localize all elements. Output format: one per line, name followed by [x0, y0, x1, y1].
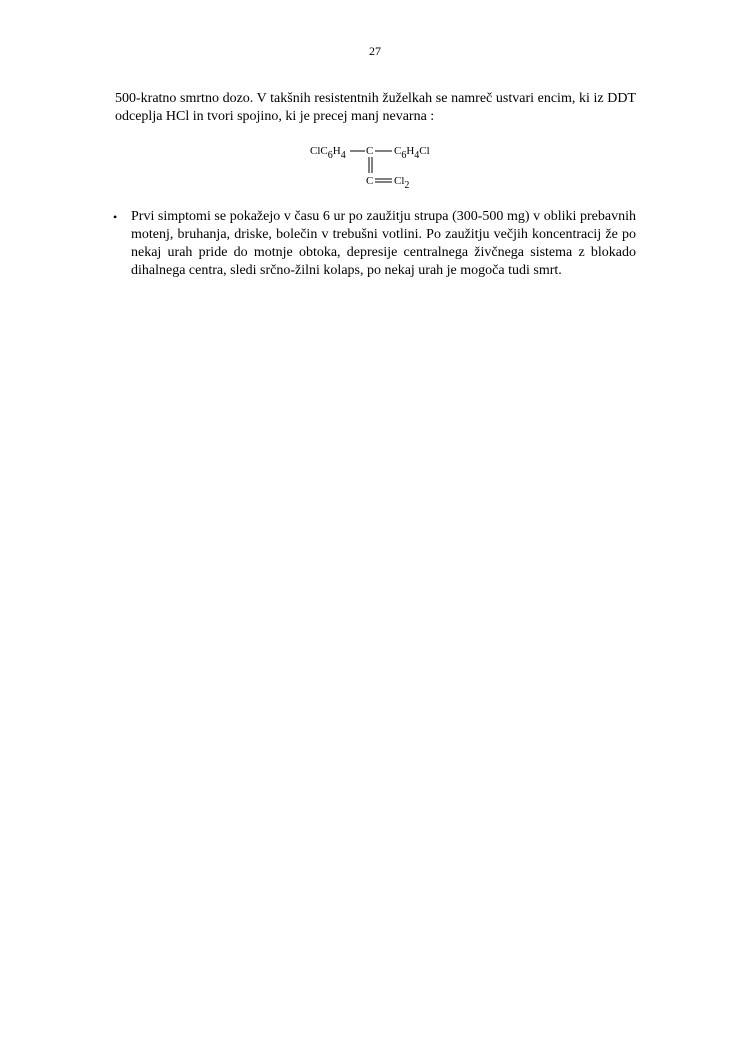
bullet-list — [110, 208, 636, 280]
formula-center-atom: C — [366, 145, 374, 157]
body-paragraph: 500-kratno smrtno dozo. V takšnih resistentnih žuželkah se namreč ustvari encim, ki iz DDT odceplja HCl in tvori spojino, ki je precej manj nevarna : — [115, 91, 636, 124]
formula-left-group: ClC6H4 — [310, 145, 346, 161]
bullet-item — [110, 208, 636, 280]
formula-right-group: C6H4Cl — [394, 145, 430, 161]
chemical-structure-formula — [300, 139, 460, 191]
chemical-structure-svg — [300, 139, 460, 191]
bullet-icon: • — [113, 210, 118, 224]
bullet-text: Prvi simptomi se pokažejo v času 6 ur po zaužitju strupa (300-500 mg) v obliki prebavnih motenj, bruhanja, driske, bolečin v trebušni votlini. Po zaužitju večjih koncentracij že po nekaj urah pride do motnje obtoka, depresije centralnega živčnega sistema z blokado dihalnega centra, sledi srčno-žilni kolaps, po nekaj urah je mogoča tudi smrt. — [131, 209, 636, 278]
formula-lower-group: Cl2 — [394, 175, 410, 191]
formula-lower-atom: C — [366, 175, 374, 187]
page-number: 27 — [369, 44, 381, 58]
